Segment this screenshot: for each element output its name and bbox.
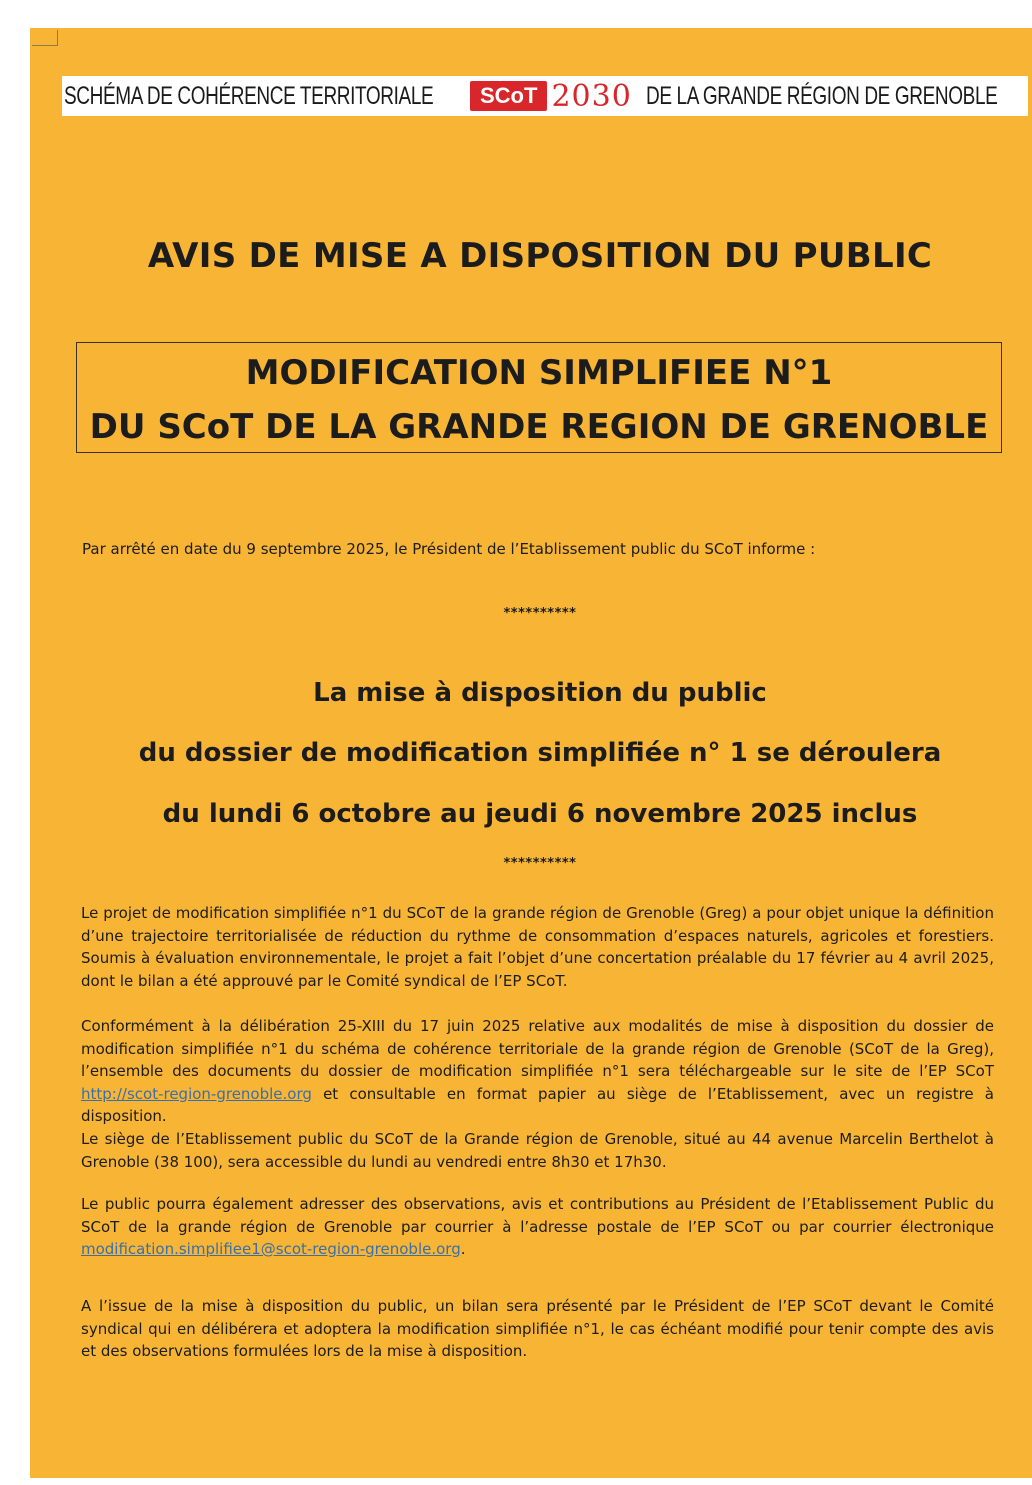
header-left-text: SCHÉMA DE COHÉRENCE TERRITORIALE [64, 82, 434, 110]
separator-bottom: ********** [503, 856, 577, 871]
website-link[interactable]: http://scot-region-grenoble.org [81, 1084, 312, 1103]
header-banner [62, 76, 1028, 116]
crop-mark [32, 30, 58, 46]
subject-line-1: MODIFICATION SIMPLIFIEE N°1 [245, 353, 833, 393]
paragraph-deliberation-text: Conformément à la délibération 25-XIII du 17 juin 2025 relative aux modalités de mise à disposition du dossier de modification simplifiée n°1 du schéma de cohérence territoriale de la grande région de Grenoble (SCoT de la Greg), l’ensemble des documents du dossier de modification simplifiée n°1 sera téléchargeable sur le site de l’EP SCoT [81, 1017, 994, 1080]
paragraph-deliberation-tail: et consultable en format papier au siège de l’Etablissement, avec un registre à disposition. [81, 1084, 994, 1125]
paragraph-observations-tail: . [460, 1240, 466, 1258]
paragraph-project: Le projet de modification simplifiée n°1 du SCoT de la grande région de Grenoble (Greg) a pour objet unique la définition d’une trajectoire territorialisée de réduction du rythme de consommation d’espaces naturels, agricoles et forestiers. Soumis à évaluation environnementale, le projet a fait l’objet d’une concertation préalable du 17 février au 4 avril 2025, dont le bilan a été approuvé par le Comité syndical de l’EP SCoT. [81, 904, 994, 990]
announcement-line-3: du lundi 6 octobre au jeudi 6 novembre 2025 inclus [162, 799, 918, 829]
announcement-line-2: du dossier de modification simplifiée n° 1 se déroulera [138, 738, 942, 768]
logo-year: 2030 [551, 78, 632, 114]
paragraph-headquarters: Le siège de l’Etablissement public du SCoT de la Grande région de Grenoble, situé au 44 avenue Marcelin Berthelot à Grenoble (38 100), sera accessible du lundi au vendredi entre 8h30 et 17h30. [81, 1130, 994, 1171]
subject-box [76, 342, 1002, 453]
paragraph-observations [81, 1193, 994, 1261]
logo-scot-label: SCoT [470, 81, 547, 111]
subject-line-2: DU SCoT DE LA GRANDE REGION DE GRENOBLE [89, 407, 989, 447]
email-link[interactable]: modification.simplifiee1@scot-region-grenoble.org [81, 1240, 461, 1258]
scot-2030-logo [470, 78, 636, 114]
paragraph-deliberation [81, 1015, 994, 1128]
page-title: AVIS DE MISE A DISPOSITION DU PUBLIC [147, 236, 933, 276]
paragraph-conclusion: A l’issue de la mise à disposition du public, un bilan sera présenté par le Président de l’EP SCoT devant le Comité syndical qui en délibérera et adoptera la modification simplifiée n°1, le cas échéant modifié pour tenir compte des avis et des observations formulées lors de la mise à disposition. [81, 1297, 994, 1360]
header-right-text: DE LA GRANDE RÉGION DE GRENOBLE [646, 82, 998, 110]
announcement-line-1: La mise à disposition du public [313, 678, 767, 708]
intro-text: Par arrêté en date du 9 septembre 2025, le Président de l’Etablissement public du SCoT informe : [82, 540, 816, 558]
separator-top: ********** [503, 606, 577, 621]
paragraph-observations-text: Le public pourra également adresser des observations, avis et contributions au Président de l’Etablissement Public du SCoT de la grande région de Grenoble par courrier à l’adresse postale de l’EP SCoT ou par courrier électronique [81, 1195, 994, 1236]
